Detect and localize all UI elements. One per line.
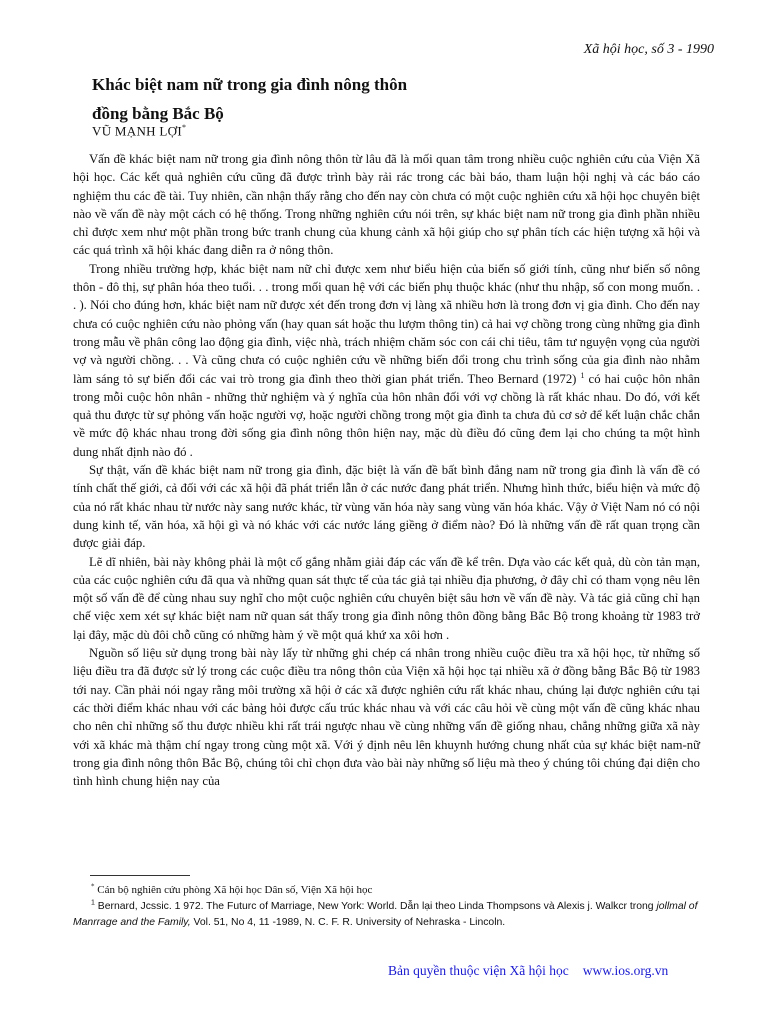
footnotes: [73, 882, 700, 932]
paragraph-3: Sự thật, vấn đề khác biệt nam nữ trong gia đình, đặc biệt là vấn đề bất bình đẳng nam nữ trong gia đình là vấn đề có tính chất thế giới, cả đối với các xã hội đã phát triển lẫn ở các nước đang phát triển. Nhưng hình thức, biểu hiện và mức độ của nó rất khác nhau từ nước này sang nước khác, từ vùng văn hóa này sang vùng văn hóa khác. Vậy ở Việt Nam nó có nội dung kinh tế, văn hóa, xã hội gì và nó khác với các nước láng giềng ở điểm nào? Đó là những vấn đề rất quan trọng cần được giải đáp.: [73, 463, 700, 551]
footnote-2-mark: 1: [91, 899, 95, 907]
footnote-1: [73, 882, 700, 899]
paragraph-2: [73, 260, 700, 461]
article-title-line-1: Khác biệt nam nữ trong gia đình nông thôn: [92, 75, 408, 94]
footnote-divider: [90, 875, 190, 876]
footnote-2-text-a: Bernard, Jcssic. 1 972. The Futurc of Marriage, New York: World. Dẫn lại theo Linda Thompsons và Alexis j. Walkcr trong: [94, 900, 657, 912]
paragraph-5: Nguồn số liệu sử dụng trong bài này lấy từ những ghi chép cá nhân trong nhiều cuộc điều tra xã hội học, từ những số liệu điều tra đã được sử lý trong các cuộc điều tra nông thôn của Viện xã hội học tại nhiều xã ở đồng bằng Bắc Bộ từ 1983 tới nay. Cần phải nói ngay rằng môi trường xã hội ở các xã được nghiên cứu rất khác nhau, chúng lại được nghiên cứu tại các thời điểm khác nhau với các bảng hỏi được cấu trúc khác nhau và với các câu hỏi về cùng một vấn đề cũng khác nhau cho nên chỉ những số thu được nhiều khi rất trái ngược nhau về cùng những vấn đề giống nhau, chẳng những giữa xã này với xã khác mà thậm chí ngay trong cùng một xã. Với ý định nêu lên khuynh hướng chung nhất của sự khác biệt nam-nữ trong gia đình nông thôn Bắc Bộ, chúng tôi chỉ chọn đưa vào bài này những số liệu mà theo ý chúng tôi chúng đại diện cho tình hình chung hiện nay của: [73, 646, 700, 789]
article-body: [73, 150, 700, 790]
footnote-2: [73, 899, 700, 932]
author-name: VŨ MẠNH LỢI: [92, 123, 182, 139]
footnote-1-mark: *: [91, 882, 95, 891]
paragraph-4: Lẽ dĩ nhiên, bài này không phải là một cố gắng nhằm giải đáp các vấn đề kể trên. Dựa vào các kết quả, dù còn tản mạn, của các cuộc nghiên cứu đã qua và những quan sát thực tế của tác giả tại nhiều địa phương, ở đây chỉ có tham vọng nêu lên một số vấn đề để cùng nhau suy nghĩ cho một cuộc nghiên cứu chuyên biệt sâu hơn về vấn đề này. Và tác giả cũng chỉ hạn chế việc xem xét sự khác biệt nam nữ quan sát thấy trong gia đình nông thôn đồng bằng Bắc Bộ trong khoảng từ 1983 trở lại đây, mặc dù đôi chỗ cũng có những hàm ý về một quá khứ xa xôi hơn .: [73, 554, 700, 642]
paragraph-2-text-a: Trong nhiều trường hợp, khác biệt nam nữ chỉ được xem như biểu hiện của biến số giới tính, cũng như biến số nông thôn - đô thị, sự phân hóa theo tuổi. . . trong mối quan hệ với các biến phụ thuộc khác (như thu nhập, số con mong muốn. . . ). Nói cho đúng hơn, khác biệt nam nữ được xét đến trong đơn vị làng xã nhiều hơn là trong đơn vị gia đình. Cho đến nay chưa có cuộc nghiên cứu nào phỏng vấn (hay quan sát hoặc thu lượm thông tin) cả hai vợ chồng trong cùng những gia đình trong mẫu về phân công lao động gia đình, việc nhà, trách nhiệm chăm sóc con cái chi tiêu, tâm tư nguyện vọng của người vợ và người chồng. . . Và cũng chưa có cuộc nghiên cứu về những biến đổi trong chu trình sống của gia đình nào nhằm làm sáng tỏ sự biến đổi các vai trò trong gia đình theo thời gian phát triển. Theo Bernard (1972): [73, 261, 700, 386]
copyright-footer: [388, 963, 668, 979]
footnote-reference-1: 1: [580, 370, 585, 380]
article-author: [92, 123, 186, 139]
footnote-2-journal: jollmal of Manrrage and the Family,: [73, 900, 698, 928]
journal-header: Xã hội học, số 3 - 1990: [583, 42, 714, 57]
paragraph-1: Vấn đề khác biệt nam nữ trong gia đình nông thôn từ lâu đã là mối quan tâm trong nhiều cuộc nghiên cứu của Viện Xã hội học. Các kết quả nghiên cứu cũng đã được trình bày rải rác trong các bài báo, tham luận hội nghị và các báo cáo nghiệm thu các đề tài. Tuy nhiên, cần nhận thấy rằng cho đến nay còn chưa có một cuộc nghiên cứu xã hội học chuyên biệt nào về vấn đề này một cách có hệ thống. Trong những nghiên cứu nói trên, sự khác biệt nam nữ trong gia đình phần nhiều chỉ được xem như một phần trong bức tranh chung của khung cảnh xã hội giúp cho sự phân tích các hiện tượng xã hội và các quá trình xã hội khác đang diễn ra ở nông thôn.: [73, 152, 700, 258]
footnote-2-text-b: Vol. 51, No 4, 11 -1989, N. C. F. R. University of Nehraska - Lincoln.: [190, 917, 506, 928]
copyright-text: Bản quyền thuộc viện Xã hội học: [388, 963, 569, 978]
article-title: [92, 70, 407, 128]
paragraph-2-text-b: có hai cuộc hôn nhân trong mỗi cuộc hôn nhân - những thử nghiệm và ý nghĩa của hôn nhân đối với vợ chồng là rất khác nhau. Do đó, với kết quả thu được từ sự phỏng vấn hoặc người vợ, hoặc người chồng trong một gia đình ta chưa đủ cơ sở để kết luận chắc chắn về mức độ khác nhau trong đời sống gia đình nông thôn hiện nay, mặc dù điều đó cũng đem lại cho chúng ta một hình dung nhất định nào đó .: [73, 371, 700, 459]
website-link[interactable]: www.ios.org.vn: [582, 963, 669, 978]
author-footnote-mark: *: [181, 123, 187, 132]
article-title-line-2: đồng bằng Bắc Bộ: [92, 104, 224, 123]
footnote-1-text: Cán bộ nghiên cứu phòng Xã hội học Dân số, Viện Xã hội học: [94, 884, 373, 896]
